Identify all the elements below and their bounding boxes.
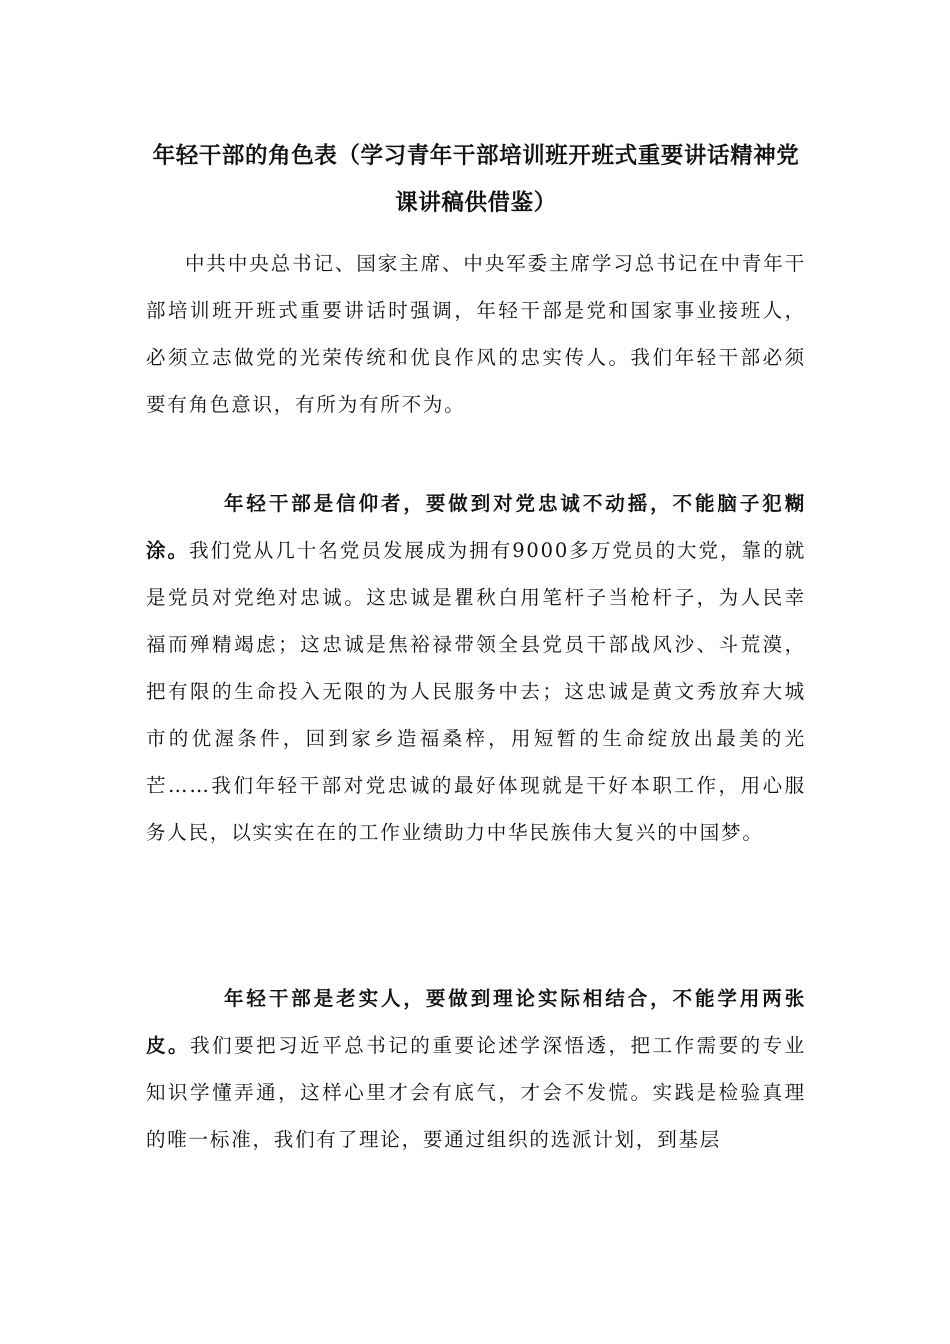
document-title: 年轻干部的角色表（学习青年干部培训班开班式重要讲话精神党课讲稿供借鉴） [152, 143, 800, 216]
paragraph-intro [146, 240, 806, 428]
paragraph-honest-person [146, 975, 806, 1163]
paragraph-honest-person-text: 我们要把习近平总书记的重要论述学深悟透，把工作需要的专业知识学懂弄通，这样心里才会有底气，才会不发慌。实践是检验真理的唯一标准，我们有了理论，要通过组织的选派计划，到基层 [146, 1034, 806, 1151]
paragraph-intro-text: 中共中央总书记、国家主席、中央军委主席学习总书记在中青年干部培训班开班式重要讲话时强调，年轻干部是党和国家事业接班人，必须立志做党的光荣传统和优良作风的忠实传人。我们年轻干部必须要有角色意识，有所为有所不为。 [146, 252, 806, 416]
paragraph-honest-person-lead: 年轻干部是老实人，要做到理论实际相结合，不能学用两张皮。 [146, 987, 806, 1057]
paragraph-believer [146, 480, 806, 856]
paragraph-believer-text: 我们党从几十名党员发展成为拥有9000多万党员的大党，靠的就是党员对党绝对忠诚。这忠诚是瞿秋白用笔杆子当枪杆子，为人民幸福而殚精竭虑；这忠诚是焦裕禄带领全县党员干部战风沙、斗荒漠，把有限的生命投入无限的为人民服务中去；这忠诚是黄文秀放弃大城市的优渥条件，回到家乡造福桑梓，用短暂的生命绽放出最美的光芒……我们年轻干部对党忠诚的最好体现就是干好本职工作，用心服务人民，以实实在在的工作业绩助力中华民族伟大复兴的中国梦。 [146, 539, 806, 844]
paragraph-believer-lead: 年轻干部是信仰者，要做到对党忠诚不动摇，不能脑子犯糊涂。 [146, 492, 806, 562]
